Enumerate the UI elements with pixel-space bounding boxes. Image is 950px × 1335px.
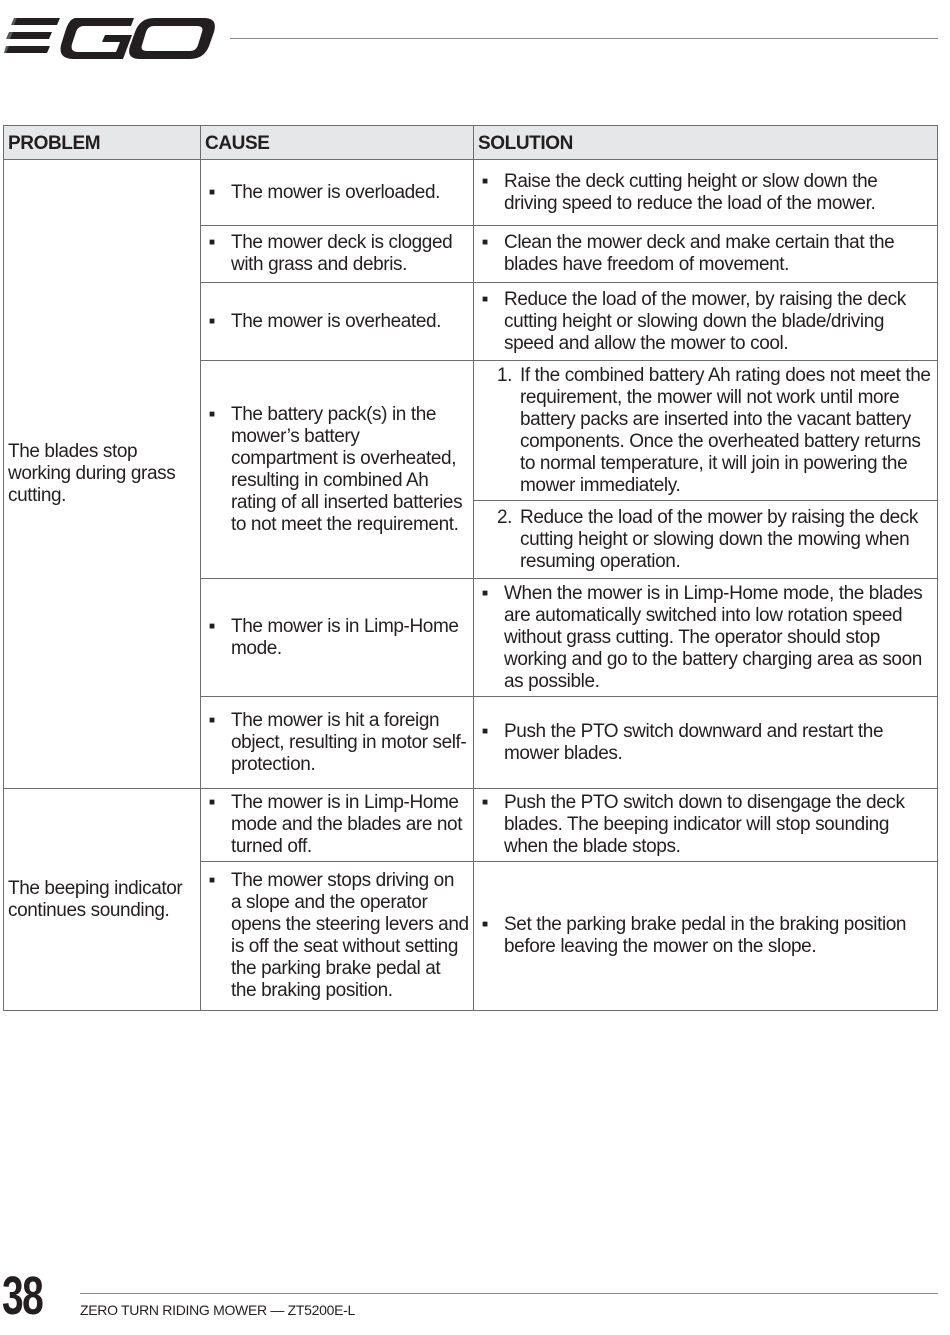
- solution-cell: ■ Set the parking brake pedal in the braking position before leaving the mower on the slope.: [474, 862, 938, 1011]
- cause-cell: ■ The mower is in Limp-Home mode.: [201, 579, 474, 697]
- bullet-icon: ■: [482, 293, 488, 305]
- bullet-icon: ■: [209, 186, 215, 198]
- solution-cell: ■ Push the PTO switch down to disengage the deck blades. The beeping indicator will stop sounding when the blade stops.: [474, 789, 938, 862]
- troubleshooting-table: [3, 125, 938, 1011]
- cause-cell: ■ The mower deck is clogged with grass and debris.: [201, 226, 474, 283]
- numbered-solution-1: 1. If the combined battery Ah rating does not meet the requirement, the mower will not work until more battery packs are inserted into the vacant battery components. Once the overheated battery returns to normal temperature, it will join in powering the mower immediately.: [474, 361, 937, 501]
- footer-text: ZERO TURN RIDING MOWER — ZT5200E-L: [80, 1302, 356, 1318]
- table-header-row: [4, 126, 938, 160]
- cause-cell: ■ The mower is in Limp-Home mode and the blades are not turned off.: [201, 789, 474, 862]
- table-row: [4, 160, 938, 226]
- footer-rule: [80, 1293, 938, 1294]
- cause-cell: ■ The mower stops driving on a slope and the operator opens the steering levers and is off the seat without setting the parking brake pedal at the braking position.: [201, 862, 474, 1011]
- bullet-icon: ■: [209, 237, 215, 248]
- cause-cell: ■ The mower is hit a foreign object, resulting in motor self-protection.: [201, 697, 474, 789]
- bullet-icon: ■: [482, 797, 488, 808]
- solution-cell: ■ When the mower is in Limp-Home mode, the blades are automatically switched into low rotation speed without grass cutting. The operator should stop working and go to the battery charging area as soon as possible.: [474, 579, 938, 697]
- bullet-icon: ■: [482, 237, 488, 248]
- solution-cell: [474, 361, 938, 579]
- page-number: 38: [2, 1266, 43, 1326]
- bullet-icon: ■: [209, 620, 215, 632]
- header-solution: SOLUTION: [474, 126, 938, 160]
- table-row: [4, 789, 938, 862]
- header-cause: CAUSE: [201, 126, 474, 160]
- bullet-icon: ■: [209, 875, 215, 886]
- cause-cell: ■ The mower is overheated.: [201, 283, 474, 361]
- bullet-icon: ■: [482, 175, 488, 187]
- solution-cell: ■ Push the PTO switch downward and restart the mower blades.: [474, 697, 938, 789]
- bullet-icon: ■: [209, 714, 215, 726]
- header-rule: [230, 38, 938, 39]
- numbered-solution-2: 2. Reduce the load of the mower by raising the deck cutting height or slowing down the mowing when resuming operation.: [496, 506, 918, 572]
- solution-cell: ■ Clean the mower deck and make certain that the blades have freedom of movement.: [474, 226, 938, 283]
- cause-cell: ■ The battery pack(s) in the mower’s battery compartment is overheated, resulting in combined Ah rating of all inserted batteries to not meet the requirement.: [201, 361, 474, 579]
- header-problem: PROBLEM: [4, 126, 201, 160]
- solution-cell: ■ Reduce the load of the mower, by raising the deck cutting height or slowing down the blade/driving speed and allow the mower to cool.: [474, 283, 938, 361]
- ego-logo: [4, 12, 216, 62]
- solution-cell: ■ Raise the deck cutting height or slow down the driving speed to reduce the load of the mower.: [474, 160, 938, 226]
- bullet-icon: ■: [482, 919, 488, 930]
- bullet-icon: ■: [482, 725, 488, 737]
- problem-cell: The beeping indicator continues sounding.: [4, 789, 201, 1011]
- cause-cell: ■ The mower is overloaded.: [201, 160, 474, 226]
- problem-cell: The blades stop working during grass cutting.: [4, 160, 201, 789]
- bullet-icon: ■: [482, 587, 488, 599]
- bullet-icon: ■: [209, 315, 215, 327]
- bullet-icon: ■: [209, 797, 215, 808]
- bullet-icon: ■: [209, 408, 215, 420]
